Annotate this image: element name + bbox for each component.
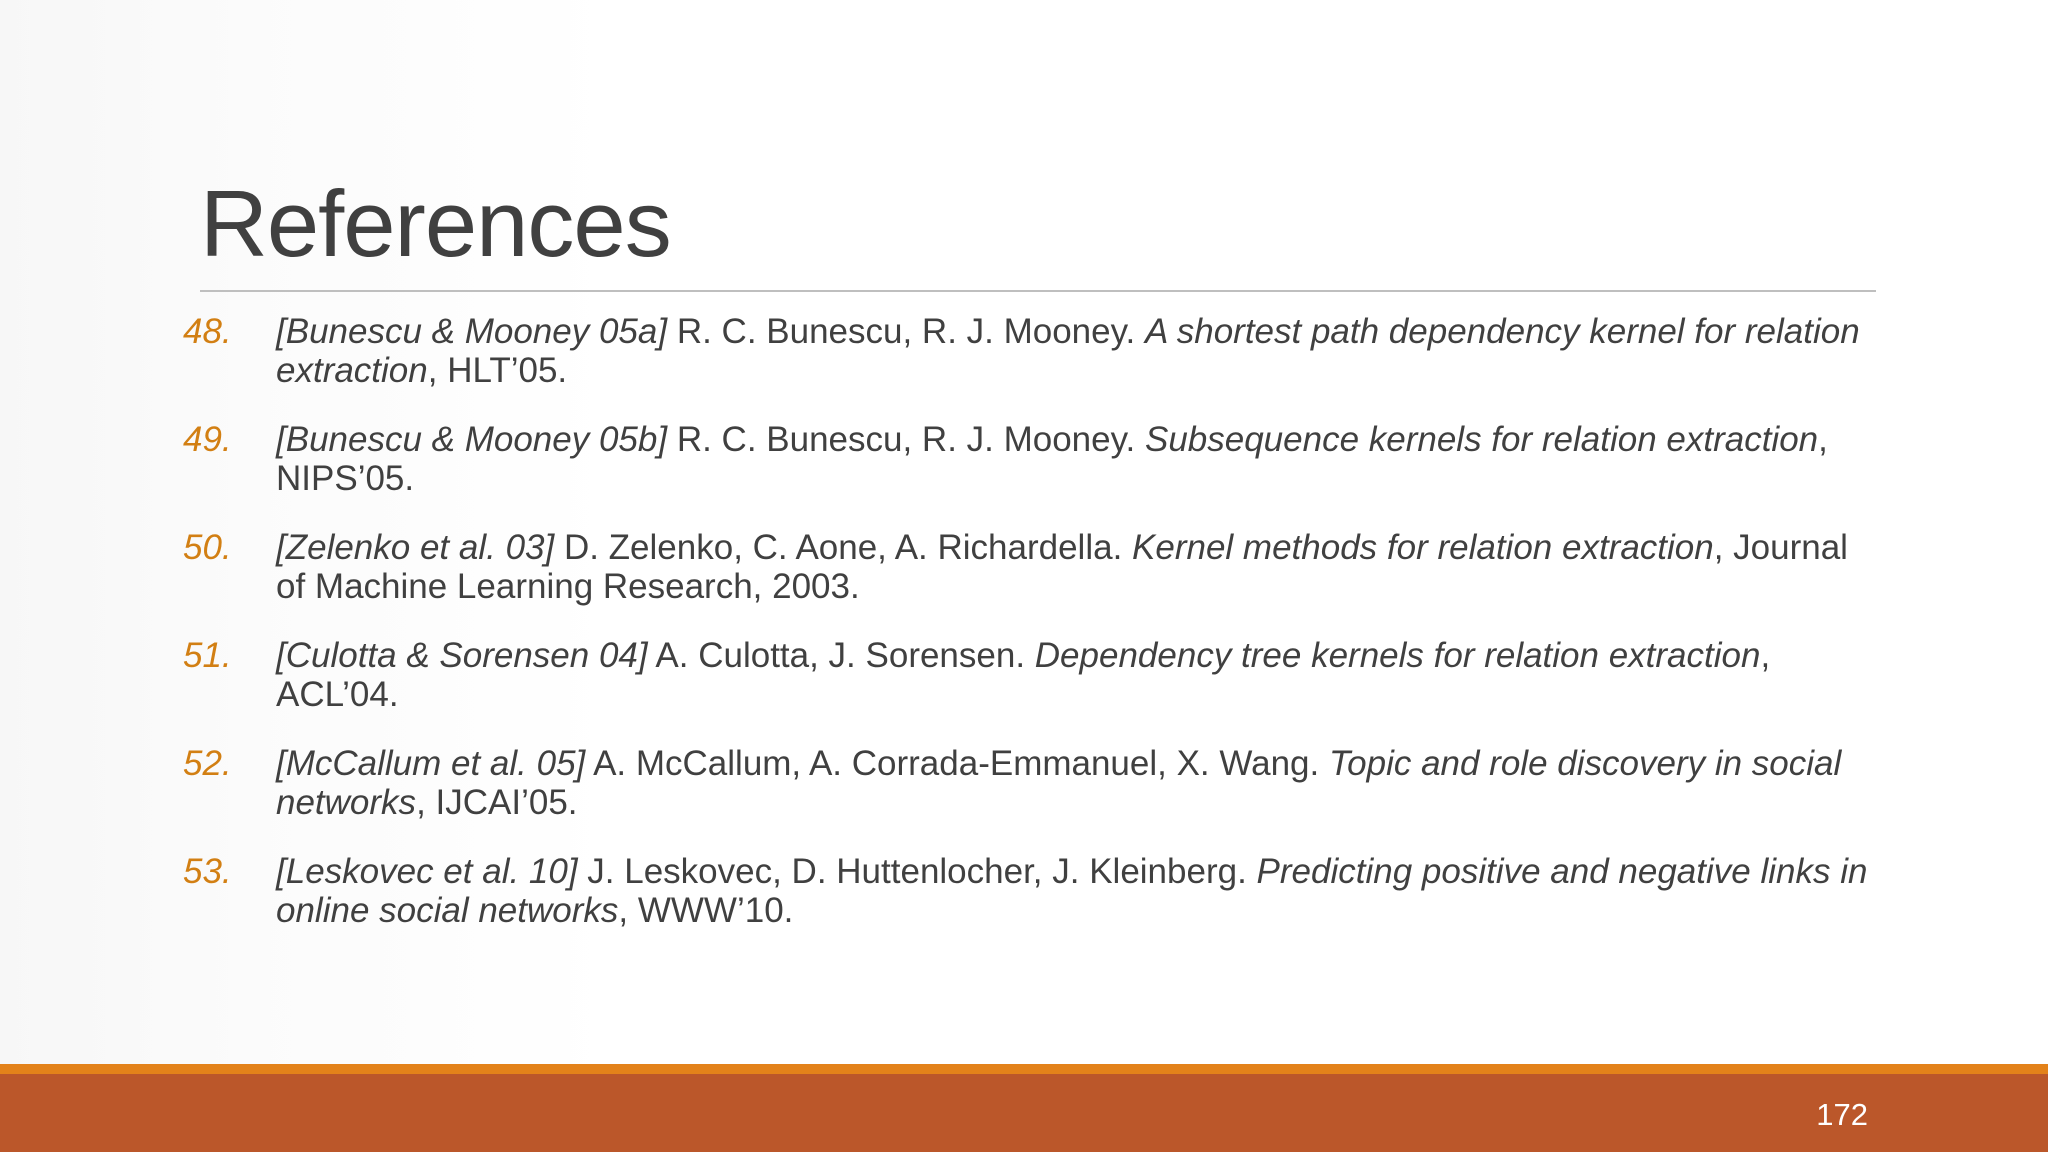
reference-item: [183, 852, 1883, 930]
reference-text: [276, 420, 1883, 498]
reference-work: A shortest path dependency kernel for relation extraction: [276, 312, 1860, 390]
reference-item: [183, 312, 1883, 390]
reference-venue: , HLT’05.: [427, 351, 568, 390]
reference-authors: A. McCallum, A. Corrada-Emmanuel, X. Wang.: [585, 744, 1329, 783]
reference-text: [276, 852, 1883, 930]
slide-number: 172: [1816, 1097, 1868, 1132]
reference-work: Predicting positive and negative links in online social networks: [276, 852, 1868, 930]
reference-venue: , WWW’10.: [618, 891, 794, 930]
reference-text: [276, 636, 1883, 714]
reference-number: 49.: [183, 420, 232, 459]
reference-number: 48.: [183, 312, 232, 351]
reference-text: [276, 528, 1883, 606]
slide-title: References: [200, 171, 671, 276]
reference-key: [McCallum et al. 05]: [276, 744, 586, 783]
reference-text: [276, 312, 1883, 390]
reference-authors: J. Leskovec, D. Huttenlocher, J. Kleinberg.: [577, 852, 1257, 891]
reference-key: [Zelenko et al. 03]: [276, 528, 555, 567]
reference-item: [183, 528, 1883, 606]
reference-number: 52.: [183, 744, 232, 783]
reference-number: 51.: [183, 636, 232, 675]
reference-venue: , Journal of Machine Learning Research, 2003.: [276, 528, 1848, 606]
reference-venue: , ACL’04.: [276, 636, 1771, 714]
reference-text: [276, 744, 1883, 822]
reference-number: 53.: [183, 852, 232, 891]
reference-work: Subsequence kernels for relation extraction: [1144, 420, 1819, 459]
reference-list: [183, 312, 1883, 960]
reference-venue: , IJCAI’05.: [416, 783, 578, 822]
reference-key: [Culotta & Sorensen 04]: [276, 636, 648, 675]
footer-accent-stripe: [0, 1064, 2048, 1074]
reference-key: [Leskovec et al. 10]: [276, 852, 578, 891]
title-divider: [200, 290, 1876, 292]
footer-bar: [0, 1074, 2048, 1152]
reference-venue: , NIPS’05.: [276, 420, 1828, 498]
reference-item: [183, 420, 1883, 498]
reference-authors: R. C. Bunescu, R. J. Mooney.: [667, 312, 1145, 351]
reference-work: Topic and role discovery in social networks: [276, 744, 1842, 822]
reference-key: [Bunescu & Mooney 05b]: [276, 420, 668, 459]
reference-authors: D. Zelenko, C. Aone, A. Richardella.: [554, 528, 1133, 567]
reference-item: [183, 636, 1883, 714]
reference-number: 50.: [183, 528, 232, 567]
reference-work: Kernel methods for relation extraction: [1132, 528, 1714, 567]
reference-authors: R. C. Bunescu, R. J. Mooney.: [667, 420, 1145, 459]
reference-item: [183, 744, 1883, 822]
reference-work: Dependency tree kernels for relation extraction: [1034, 636, 1761, 675]
reference-key: [Bunescu & Mooney 05a]: [276, 312, 668, 351]
reference-authors: A. Culotta, J. Sorensen.: [647, 636, 1035, 675]
